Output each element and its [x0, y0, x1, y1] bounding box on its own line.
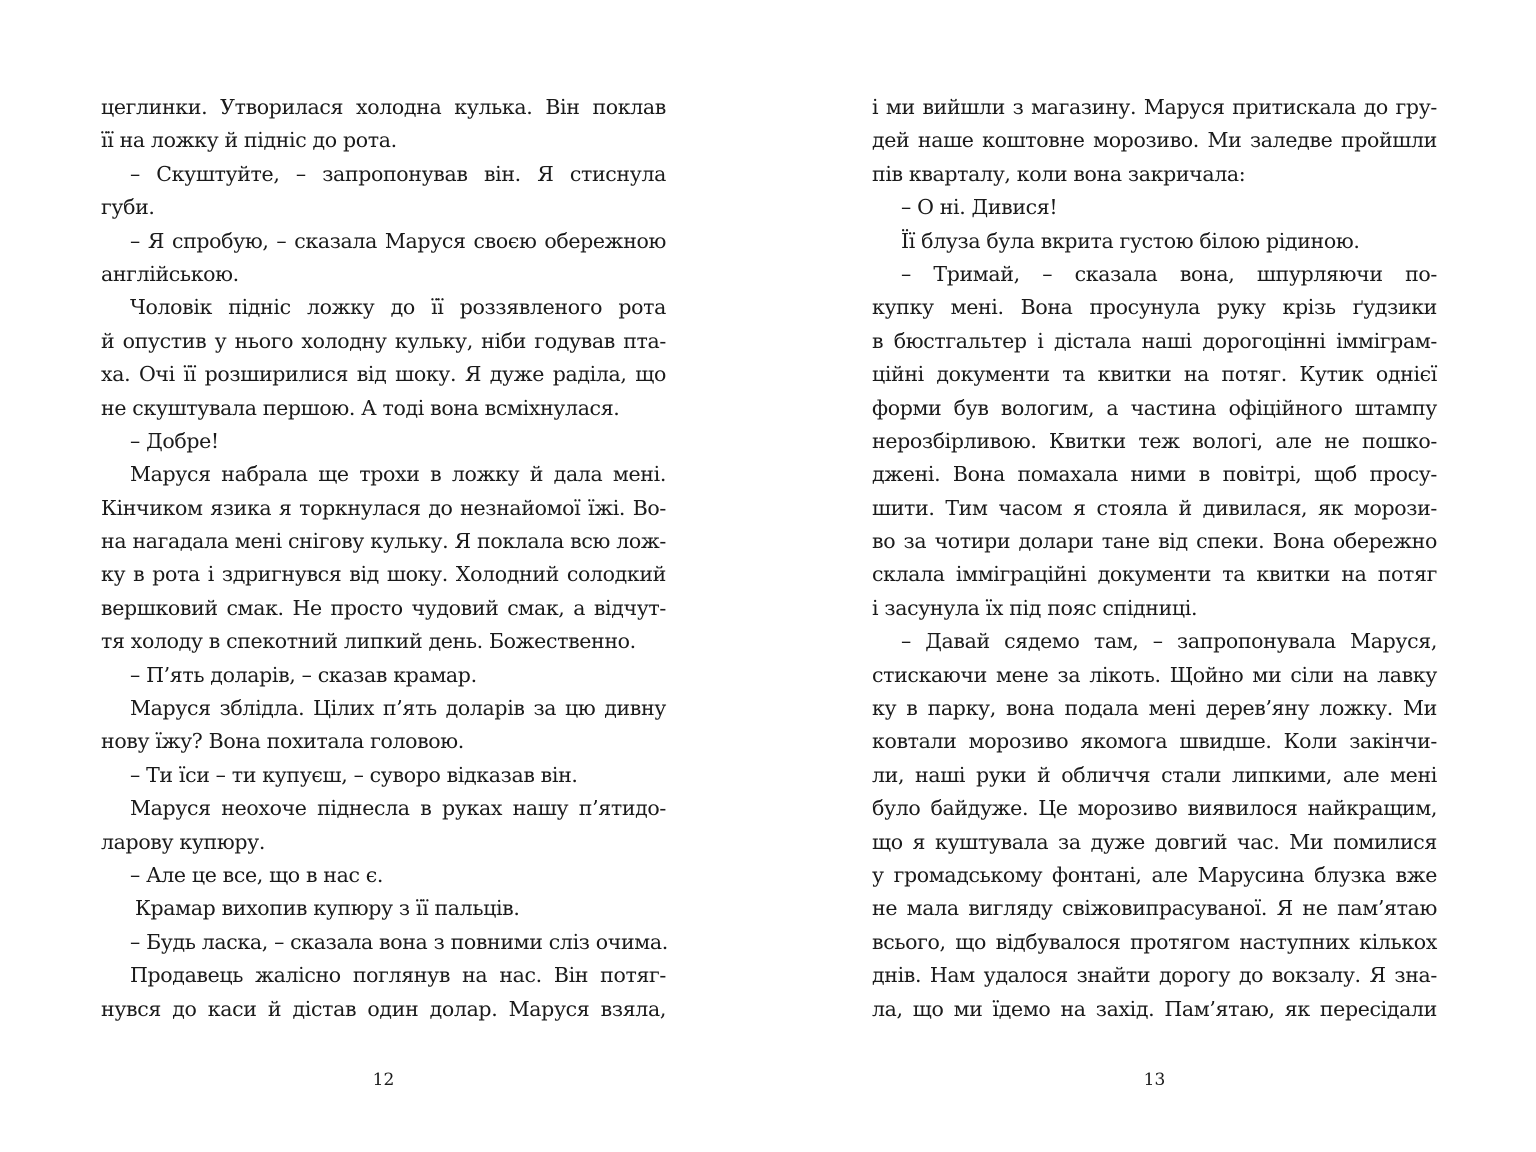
right-page-text	[872, 91, 1437, 1026]
text-line: Маруся набрала ще трохи в ложку й дала мені.	[130, 462, 666, 487]
text-line: пів кварталу, коли вона закричала:	[872, 161, 1246, 186]
text-line: нову їжу? Вона похитала головою.	[101, 729, 464, 754]
text-line: Кінчиком язика я торкнулася до незнайомої їжі. Во-	[101, 495, 666, 520]
text-line: стискаючи мене за лікоть. Щойно ми сіли на лавку	[872, 662, 1437, 687]
page-number: 12	[372, 1070, 395, 1090]
text-line: було байдуже. Це морозиво виявилося найкращим,	[872, 796, 1437, 821]
text-line: Маруся неохоче піднесла в руках нашу п’ятидо-	[130, 796, 666, 821]
text-line: Її блуза була вкрита густою білою рідиною.	[901, 228, 1360, 253]
text-line: не скуштувала першою. А тоді вона всміхнулася.	[101, 395, 620, 420]
text-line: – Я спробую, – сказала Маруся своєю обережною	[130, 228, 666, 253]
text-line: – Ти їси – ти купуєш, – суворо відказав він.	[130, 762, 578, 787]
text-line: ковтали морозиво якомога швидше. Коли закінчи-	[872, 729, 1437, 754]
text-line: дей наше коштовне морозиво. Ми заледве пройшли	[872, 128, 1437, 153]
text-line: і ми вийшли з магазину. Маруся притискала до гру-	[872, 95, 1437, 119]
left-page	[101, 91, 666, 1131]
text-line: ку в парку, вона подала мені дерев’яну ложку. Ми	[872, 696, 1437, 721]
text-line: англійською.	[101, 261, 239, 286]
left-page-text	[101, 91, 666, 1026]
text-line: ційні документи та квитки на потяг. Кутик однієї	[872, 362, 1437, 387]
text-line: – П’ять доларів, – сказав крамар.	[130, 662, 477, 687]
text-line: тя холоду в спекотний липкий день. Божественно.	[101, 629, 636, 654]
text-line: – Добре!	[130, 428, 219, 453]
text-line: джені. Вона помахала ними в повітрі, щоб просу-	[872, 462, 1437, 487]
text-line: й опустив у нього холодну кульку, ніби годував пта-	[101, 328, 666, 353]
text-line: ку в рота і здригнувся від шоку. Холодний солодкий	[101, 562, 666, 587]
text-line: ларову купюру.	[101, 829, 266, 854]
text-line: в бюстгальтер і дістала наші дорогоцінні імміграм-	[872, 328, 1437, 353]
text-line: не мала вигляду свіжовипрасуваної. Я не пам’ятаю	[872, 896, 1437, 921]
text-line: Чоловік підніс ложку до її роззявленого рота	[130, 295, 666, 320]
text-line: – О ні. Дивися!	[901, 195, 1058, 220]
text-line: Крамар вихопив купюру з її пальців.	[135, 896, 520, 921]
text-line: Маруся зблідла. Цілих п’ять доларів за цю дивну	[130, 696, 666, 721]
text-line: – Будь ласка, – сказала вона з повними сліз очима.	[130, 929, 668, 954]
text-line: – Скуштуйте, – запропонував він. Я стиснула	[130, 161, 666, 186]
text-line: у громадському фонтані, але Марусина блузка вже	[872, 862, 1437, 887]
text-line: купку мені. Вона просунула руку крізь ґудзики	[872, 295, 1437, 320]
text-line: всього, що відбувалося протягом наступних кількох	[872, 929, 1437, 954]
text-line: на нагадала мені снігову кульку. Я поклала всю лож-	[101, 529, 666, 554]
text-line: ли, наші руки й обличчя стали липкими, але мені	[872, 762, 1437, 787]
text-line: і засунула їх під пояс спідниці.	[872, 595, 1198, 620]
text-line: – Але це все, що в нас є.	[130, 862, 384, 887]
text-line: її на ложку й підніс до рота.	[101, 128, 397, 153]
text-line: форми був вологим, а частина офіційного штампу	[872, 395, 1437, 420]
text-line: вершковий смак. Не просто чудовий смак, а відчут-	[101, 595, 666, 620]
text-line: ха. Очі її розширилися від шоку. Я дуже раділа, що	[101, 362, 666, 387]
text-line: Продавець жалісно поглянув на нас. Він потяг-	[130, 963, 666, 988]
text-line: – Давай сядемо там, – запропонувала Маруся,	[901, 629, 1437, 654]
text-line: цеглинки. Утворилася холодна кулька. Він поклав	[101, 95, 666, 119]
text-line: ла, що ми їдемо на захід. Пам’ятаю, як пересідали	[872, 996, 1437, 1021]
text-line: нувся до каси й дістав один долар. Маруся взяла,	[101, 996, 666, 1021]
text-line: шити. Тим часом я стояла й дивилася, як морози-	[872, 495, 1437, 520]
text-line: губи.	[101, 195, 155, 220]
text-line: – Тримай, – сказала вона, шпурляючи по-	[901, 261, 1437, 286]
text-line: днів. Нам удалося знайти дорогу до вокзалу. Я зна-	[872, 963, 1437, 988]
text-line: що я куштувала за дуже довгий час. Ми помилися	[872, 829, 1437, 854]
page-number: 13	[1143, 1070, 1166, 1090]
right-page	[872, 91, 1437, 1131]
text-line: во за чотири долари тане від спеки. Вона обережно	[872, 529, 1437, 554]
text-line: склала імміграційні документи та квитки на потяг	[872, 562, 1437, 587]
text-line: нерозбірливою. Квитки теж вологі, але не пошко-	[872, 428, 1437, 453]
